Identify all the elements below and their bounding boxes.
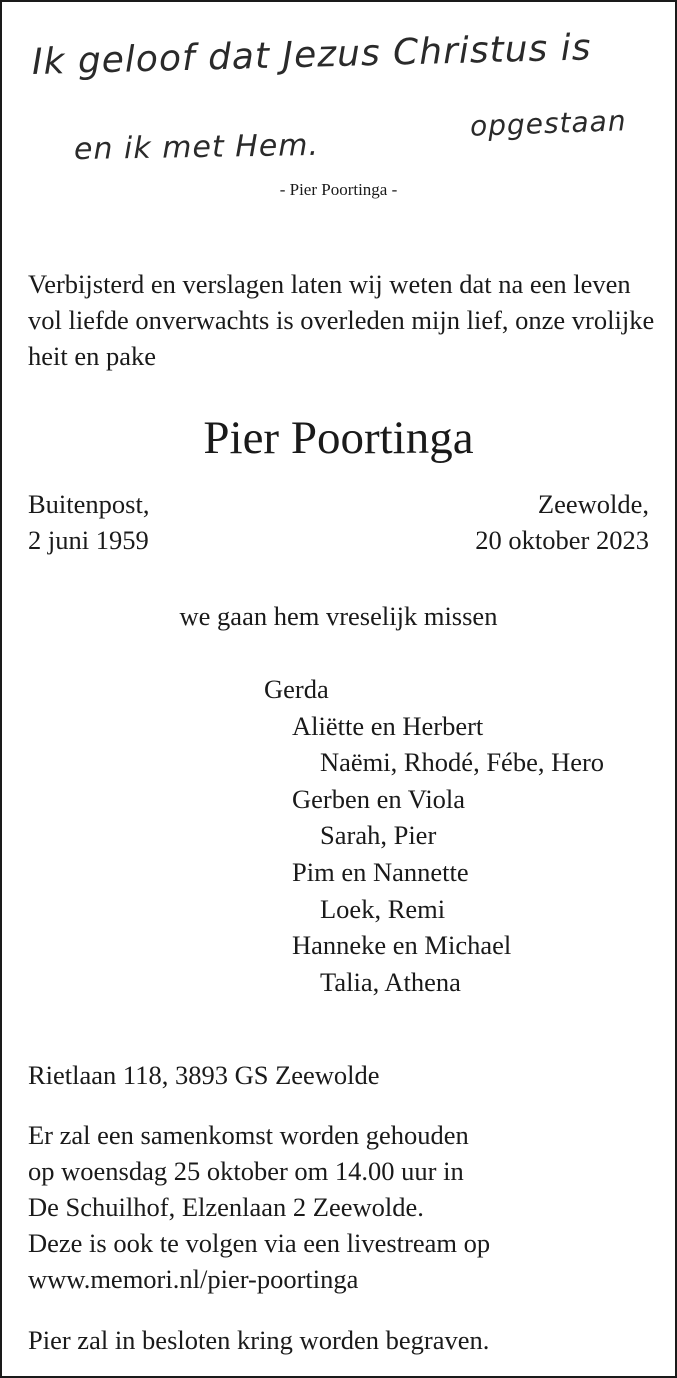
- intro-text: Verbijsterd en verslagen laten wij weten dat na een leven vol liefde onverwachts is overleden mijn lief, onze vrolijke heit en pake: [28, 269, 655, 371]
- gathering-line: De Schuilhof, Elzenlaan 2 Zeewolde.: [28, 1192, 424, 1222]
- family-list: [264, 671, 604, 1000]
- handwritten-quote-line-2: opgestaan: [469, 104, 628, 143]
- family-member: Gerben en Viola: [292, 783, 466, 814]
- gathering-line: Er zal een samenkomst worden gehouden: [28, 1120, 469, 1150]
- family-member: Sarah, Pier: [320, 820, 437, 851]
- death-place: Zeewolde,: [537, 489, 649, 519]
- handwritten-quote-line-1: Ik geloof dat Jezus Christus is: [31, 27, 592, 83]
- birth-date: 2 juni 1959: [28, 525, 149, 555]
- family-member: Hanneke en Michael: [292, 930, 512, 961]
- death-date: 20 oktober 2023: [475, 525, 649, 555]
- birth-place: Buitenpost,: [28, 489, 150, 519]
- gathering-line: Deze is ook te volgen via een livestream op: [28, 1228, 491, 1258]
- family-member: Naëmi, Rhodé, Fébe, Hero: [320, 747, 605, 778]
- missing-text: we gaan hem vreselijk missen: [179, 601, 498, 631]
- family-member: Aliëtte en Herbert: [292, 710, 484, 741]
- address: Rietlaan 118, 3893 GS Zeewolde: [28, 1060, 380, 1090]
- burial-text: Pier zal in besloten kring worden begraven.: [28, 1325, 490, 1355]
- quote-author: - Pier Poortinga -: [279, 180, 398, 199]
- gathering-info: [28, 1117, 490, 1297]
- gathering-line: op woensdag 25 oktober om 14.00 uur in: [28, 1156, 464, 1186]
- family-member: Pim en Nannette: [292, 856, 469, 887]
- birth-info: [28, 486, 149, 558]
- family-member: Talia, Athena: [320, 966, 461, 997]
- family-member: Loek, Remi: [320, 893, 446, 924]
- family-member: Gerda: [264, 674, 329, 704]
- livestream-link[interactable]: www.memori.nl/pier-poortinga: [28, 1264, 359, 1294]
- handwritten-quote-line-3: en ik met Hem.: [73, 127, 320, 168]
- death-info: [475, 486, 649, 558]
- deceased-name: Pier Poortinga: [203, 412, 474, 464]
